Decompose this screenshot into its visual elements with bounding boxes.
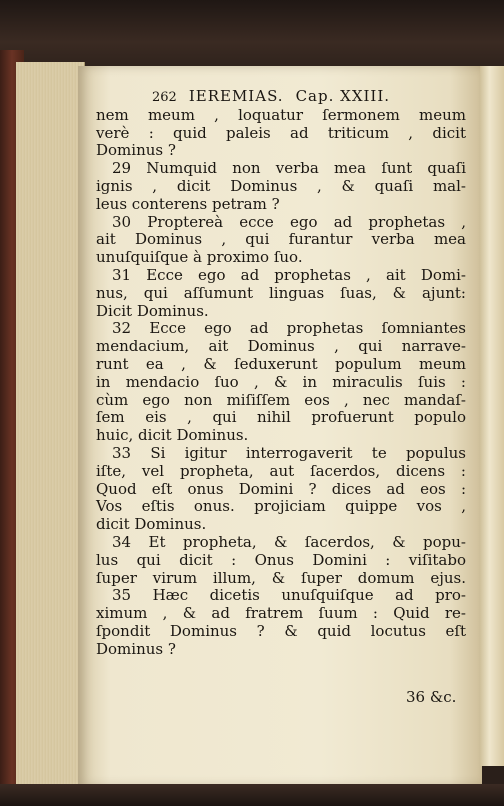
- text-line: nus, qui aſſumunt linguas ſuas, & ajunt:: [96, 283, 466, 302]
- text-line: lus qui dicit : Onus Domini : viſitabo: [96, 550, 466, 569]
- verse-31: 31 Ecce ego ad prophetas , ait Domi-: [112, 265, 466, 284]
- running-header: [152, 88, 466, 107]
- text-line: ſpondit Dominus ? & quid locutus eſt: [96, 621, 466, 640]
- text-line: huic, dicit Dominus.: [96, 426, 249, 445]
- text-line: nem meum , loquatur ſermonem meum: [96, 105, 466, 124]
- text-line: cùm ego non miſiſſem eos , nec mandaſ-: [96, 390, 466, 409]
- verse-33: 33 Si igitur interrogaverit te populus: [112, 443, 466, 462]
- text-line: Dominus ?: [96, 639, 176, 658]
- page-edges-right: [480, 66, 504, 766]
- chapter-label: Cap. XXIII.: [295, 87, 391, 105]
- verse-32: 32 Ecce ego ad prophetas ſomniantes: [112, 319, 466, 338]
- verse-29: 29 Numquid non verba mea ſunt quaſi: [112, 159, 466, 178]
- verse-30: 30 Proptereà ecce ego ad prophetas ,: [112, 212, 466, 231]
- text-line: mendacium, ait Dominus , qui narrave-: [96, 337, 466, 356]
- text-line: ximum , & ad fratrem ſuum : Quid re-: [96, 604, 466, 623]
- verse-34: 34 Et propheta, & ſacerdos, & popu-: [112, 532, 466, 551]
- verse-35: 35 Hæc dicetis unuſquiſque ad pro-: [112, 586, 466, 605]
- background-top: [0, 0, 504, 70]
- text-line: ignis , dicit Dominus , & quaſi mal-: [96, 176, 466, 195]
- text-line: ait Dominus , qui furantur verba mea: [96, 230, 466, 249]
- text-line: Quod eſt onus Domini ? dices ad eos :: [96, 479, 466, 498]
- book-title: IEREMIAS.: [188, 87, 284, 105]
- text-line: ſem eis , qui nihil profuerunt populo: [96, 408, 466, 427]
- text-line: verè : quid paleis ad triticum , dicit: [96, 123, 466, 142]
- text-line: in mendacio ſuo , & in miraculis ſuis :: [96, 372, 466, 391]
- catchword: 36 &c.: [406, 688, 457, 706]
- page-text: [96, 88, 466, 659]
- text-line: Vos eſtis onus. projiciam quippe vos ,: [96, 497, 466, 516]
- text-line: ſuper virum illum, & ſuper domum ejus.: [96, 568, 466, 587]
- page-edges-left: [16, 62, 85, 784]
- text-line: unuſquiſque à proximo ſuo.: [96, 248, 303, 267]
- page-number: 262: [152, 90, 177, 105]
- text-line: leus conterens petram ?: [96, 194, 280, 213]
- text-line: Dicit Dominus.: [96, 301, 209, 320]
- text-line: Dominus ?: [96, 141, 176, 160]
- text-line: runt ea , & ſeduxerunt populum meum: [96, 354, 466, 373]
- background-bottom: [0, 784, 504, 806]
- text-line: iſte, vel propheta, aut ſacerdos, dicens :: [96, 461, 466, 480]
- text-line: dicit Dominus.: [96, 515, 207, 534]
